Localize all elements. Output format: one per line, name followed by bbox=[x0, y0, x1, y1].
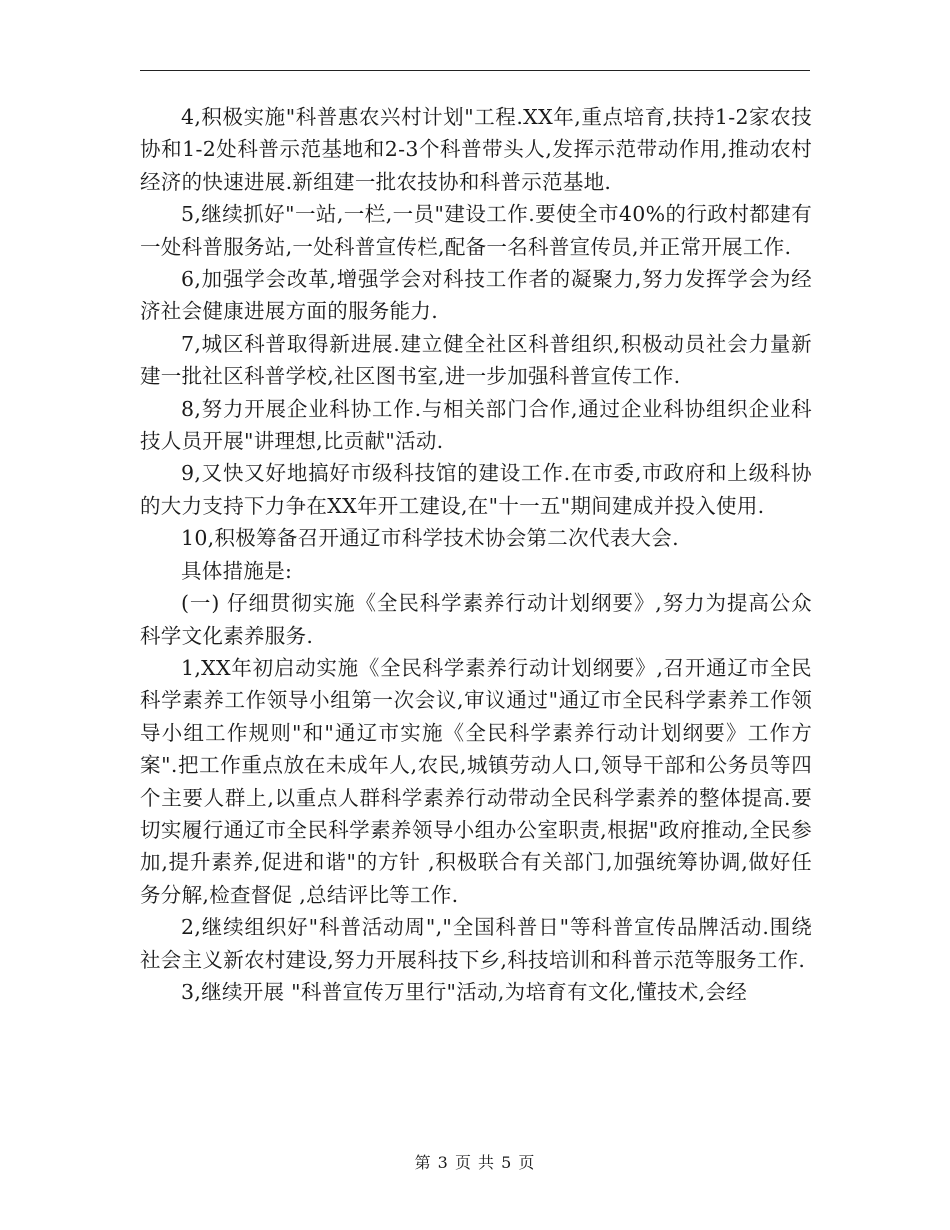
paragraph-item-4: 4,积极实施"科普惠农兴村计划"工程.XX年,重点培育,扶持1-2家农技协和1-2处科普示范基地和2-3个科普带头人,发挥示范带动作用,推动农村经济的快速进展.新组建一批农技协和科普示范基地. bbox=[140, 105, 812, 194]
paragraph-item-9: 9,又快又好地搞好市级科技馆的建设工作.在市委,市政府和上级科协的大力支持下力争在XX年开工建设,在"十一五"期间建成并投入使用. bbox=[140, 461, 812, 518]
measure-item-1: 1,XX年初启动实施《全民科学素养行动计划纲要》,召开通辽市全民科学素养工作领导小组第一次会议,审议通过"通辽市全民科学素养工作领导小组工作规则"和"通辽市实施《全民科学素养行动计划纲要》工作方案".把工作重点放在未成年人,农民,城镇劳动人口,领导干部和公务员等四个主要人群上,以重点人群科学素养行动带动全民科学素养的整体提高.要切实履行通辽市全民科学素养领导小组办公室职责,根据"政府推动,全民参加,提升素养,促进和谐"的方针 ,积极联合有关部门,加强统筹协调,做好任务分解,检查督促 ,总结评比等工作. bbox=[140, 655, 812, 907]
paragraph-item-5: 5,继续抓好"一站,一栏,一员"建设工作.要使全市40%的行政村都建有一处科普服务站,一处科普宣传栏,配备一名科普宣传员,并正常开展工作. bbox=[140, 202, 812, 259]
document-body bbox=[140, 101, 812, 1008]
page-footer: 第 3 页 共 5 页 bbox=[414, 1153, 536, 1172]
paragraph-item-8: 8,努力开展企业科协工作.与相关部门合作,通过企业科协组织企业科技人员开展"讲理想,比贡献"活动. bbox=[140, 396, 812, 454]
measure-item-2: 2,继续组织好"科普活动周","全国科普日"等科普宣传品牌活动.围绕社会主义新农村建设,努力开展科技下乡,科技培训和科普示范等服务工作. bbox=[140, 915, 812, 972]
measure-item-3: 3,继续开展 "科普宣传万里行"活动,为培育有文化,懂技术,会经 bbox=[181, 979, 748, 1004]
section-one-heading: (一) 仔细贯彻实施《全民科学素养行动计划纲要》,努力为提高公众科学文化素养服务. bbox=[140, 591, 812, 648]
paragraph-item-7: 7,城区科普取得新进展.建立健全社区科普组织,积极动员社会力量新建一批社区科普学校,社区图书室,进一步加强科普宣传工作. bbox=[140, 331, 812, 389]
measures-heading: 具体措施是: bbox=[181, 558, 293, 583]
paragraph-item-6: 6,加强学会改革,增强学会对科技工作者的凝聚力,努力发挥学会为经济社会健康进展方面的服务能力. bbox=[140, 267, 812, 324]
paragraph-item-10: 10,积极筹备召开通辽市科学技术协会第二次代表大会. bbox=[181, 526, 679, 551]
header-rule bbox=[140, 70, 810, 71]
